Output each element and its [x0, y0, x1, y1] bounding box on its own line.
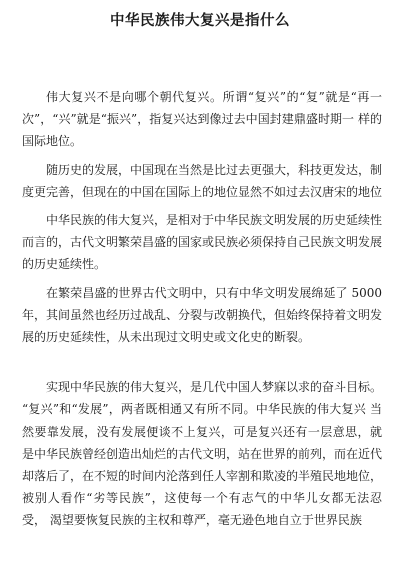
- paragraph-5: 实现中华民族的伟大复兴，是几代中国人梦寐以求的奋斗目标。 “复兴”和“发展”，两者既相通又有所不同。中华民族的伟大复兴 当然要靠发展，没有发展便谈不上复兴，可是复兴还有一层意思，就 是中华民族曾经创造出灿烂的古代文明，站在世界的前列，而在近代 却落后了，在不短的时间内沦落到任人宰割和欺凌的半殖民地地位， 被别人看作“劣等民族”，这使每一个有志气的中华儿女都无法忍受， 渴望要恢复民族的主权和尊严，毫无逊色地自立于世界民族: [22, 380, 383, 528]
- document-title: 中华民族伟大复兴是指什么: [110, 13, 290, 29]
- paragraph-2: 随历史的发展，中国现在当然是比过去更强大，科技更发达，制度更完善，但现在的中国在国际上的地位显然不如过去汉唐宋的地位: [22, 162, 383, 199]
- paragraph-3: 中华民族的伟大复兴，是相对于中华民族文明发展的历史延续性而言的，古代文明繁荣昌盛的国家或民族必须保持自己民族文明发展的历史延续性。: [22, 213, 383, 272]
- document-body: [22, 86, 382, 532]
- paragraph-4: 在繁荣昌盛的世界古代文明中，只有中华文明发展绵延了 5000年，其间虽然也经历过战乱、分裂与改朝换代，但始终保持着文明发展的历史延续性，从未出现过文明史或文化史的断裂。: [22, 285, 383, 345]
- paragraph-1: 伟大复兴不是向哪个朝代复兴。所谓“复兴”的“复”就是“再一次”，“兴”就是“振兴”，指复兴达到像过去中国封建鼎盛时期一 样的国际地位。: [22, 90, 382, 149]
